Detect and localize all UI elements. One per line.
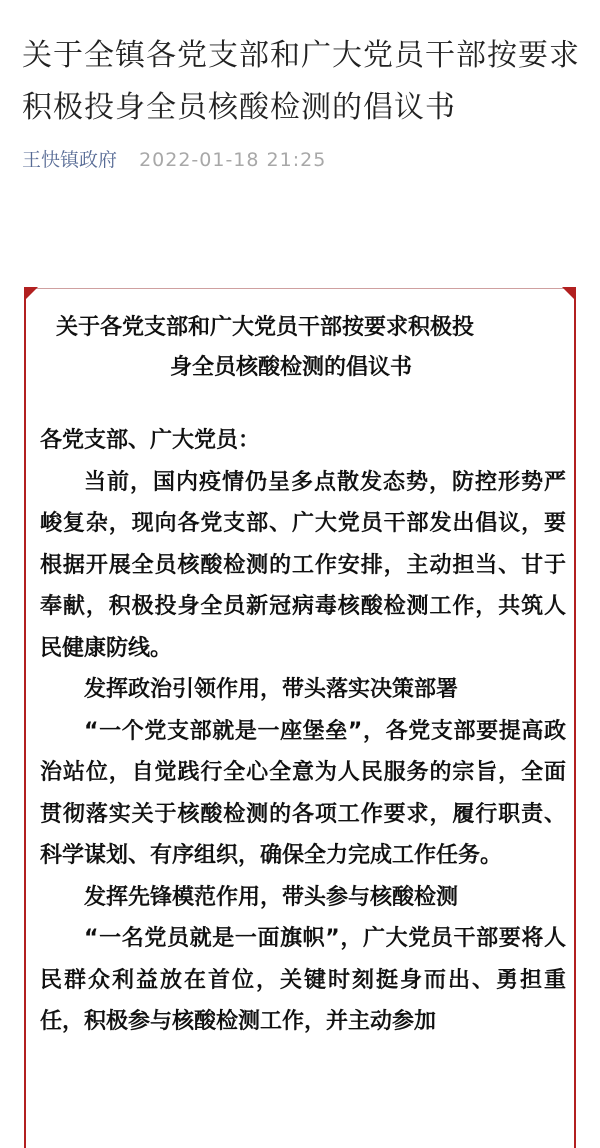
section-heading-vanguard-role: 发挥先锋模范作用，带头参与核酸检测 — [84, 884, 459, 910]
publish-date: 2022-01-18 21:25 — [139, 149, 327, 171]
frame-corner-left-ornament — [24, 287, 38, 301]
document-title-line-2: 身全员核酸检测的倡议书 — [170, 355, 413, 380]
salutation: 各党支部、广大党员： — [40, 428, 261, 453]
frame-corner-right-ornament — [562, 287, 576, 301]
paragraph-party-branch: “一个党支部就是一座堡垒”，各党支部要提高政治站位，自觉践行全心全意为人民服务的宗旨，全面贯彻落实关于核酸检测的各项工作要求，履行职责、科学谋划、有序组织，确保全力完成工作任务。 — [40, 718, 566, 868]
author-link[interactable]: 王快镇政府 — [22, 149, 118, 171]
paragraph-party-member: “一名党员就是一面旗帜”，广大党员干部要将人民群众利益放在首位，关键时刻挺身而出、勇担重任，积极参与核酸检测工作，并主动参加 — [40, 926, 566, 1034]
document-body — [40, 420, 566, 1043]
section-heading-political-leadership: 发挥政治引领作用，带头落实决策部署 — [84, 677, 459, 702]
article-title: 关于全镇各党支部和广大党员干部按要求积极投身全员核酸检测的倡议书 — [22, 38, 580, 125]
document-title-line-1: 关于各党支部和广大党员干部按要求积极投 — [56, 315, 475, 340]
document-title — [50, 308, 550, 388]
paragraph-intro: 当前，国内疫情仍呈多点散发态势，防控形势严峻复杂，现向各党支部、广大党员干部发出倡议，要根据开展全员核酸检测的工作安排，主动担当、甘于奉献，积极投身全员新冠病毒核酸检测工作，共筑人民健康防线。 — [40, 469, 566, 661]
article-meta — [22, 146, 326, 174]
